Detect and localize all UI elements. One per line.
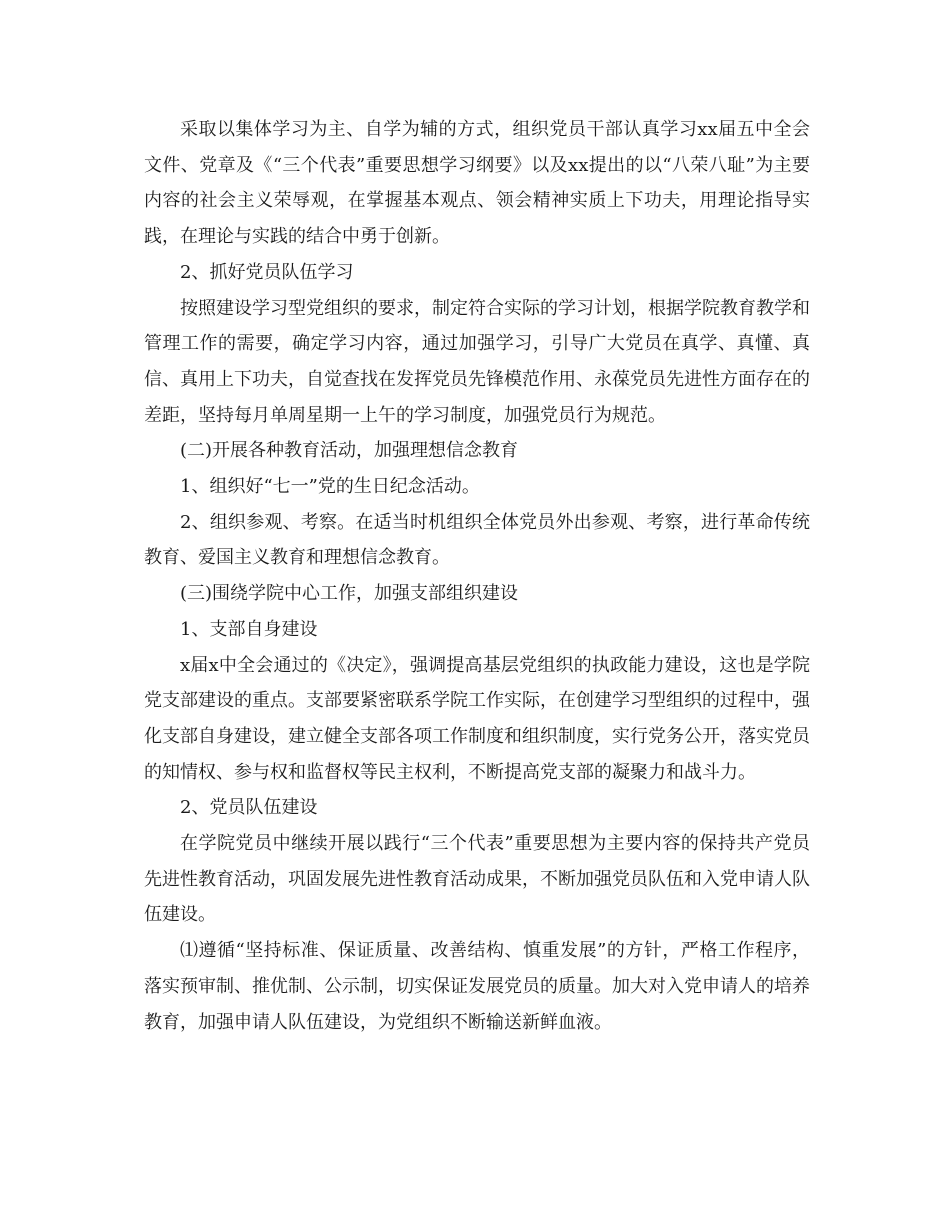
paragraph-decision: x届x中全会通过的《决定》，强调提高基层党组织的执政能力建设，这也是学院党支部建设的重点。支部要紧密联系学院工作实际，在创建学习型组织的过程中，强化支部自身建设，建立健全支部各项工作制度和组织制度，实行党务公开，落实党员的知情权、参与权和监督权等民主权利，不断提高党支部的凝聚力和战斗力。 [144, 654, 810, 783]
paragraph-study-method: 采取以集体学习为主、自学为辅的方式，组织党员干部认真学习xx届五中全会文件、党章及《“三个代表”重要思想学习纲要》以及xx提出的以“八荣八耻”为主要内容的社会主义荣辱观，在掌握基本观点、领会精神实质上下功夫，用理论指导实践，在理论与实践的结合中勇于创新。 [144, 119, 810, 248]
paragraph-policy: ⑴遵循“坚持标准、保证质量、改善结构、慎重发展”的方针，严格工作程序，落实预审制、推优制、公示制，切实保证发展党员的质量。加大对入党申请人的培养教育，加强申请人队伍建设，为党组织不断输送新鲜血液。 [144, 940, 810, 1033]
document-body [144, 112, 810, 1040]
section-heading-branch-building: (三)围绕学院中心工作，加强支部组织建设 [180, 583, 519, 605]
paragraph-learning-plan: 按照建设学习型党组织的要求，制定符合实际的学习计划，根据学院教育教学和管理工作的需要，确定学习内容，通过加强学习，引导广大党员在真学、真懂、真信、真用上下功夫，自觉查找在发挥党员先锋模范作用、永葆党员先进性方面存在的差距，坚持每月单周星期一上午的学习制度，加强党员行为规范。 [144, 297, 810, 426]
heading-party-member-study: 2、抓好党员队伍学习 [180, 261, 354, 283]
section-heading-education-activities: (二)开展各种教育活动，加强理想信念教育 [180, 440, 519, 462]
list-item-visits: 2、组织参观、考察。在适当时机组织全体党员外出参观、考察，进行革命传统教育、爱国主义教育和理想信念教育。 [144, 511, 810, 569]
paragraph-advanced-education: 在学院党员中继续开展以践行“三个代表”重要思想为主要内容的保持共产党员先进性教育活动，巩固发展先进性教育活动成果，不断加强党员队伍和入党申请人队伍建设。 [144, 833, 810, 926]
list-item-july-first: 1、组织好“七一”党的生日纪念活动。 [180, 476, 480, 498]
heading-member-team-building: 2、党员队伍建设 [180, 797, 318, 819]
heading-branch-self-building: 1、支部自身建设 [180, 618, 318, 640]
